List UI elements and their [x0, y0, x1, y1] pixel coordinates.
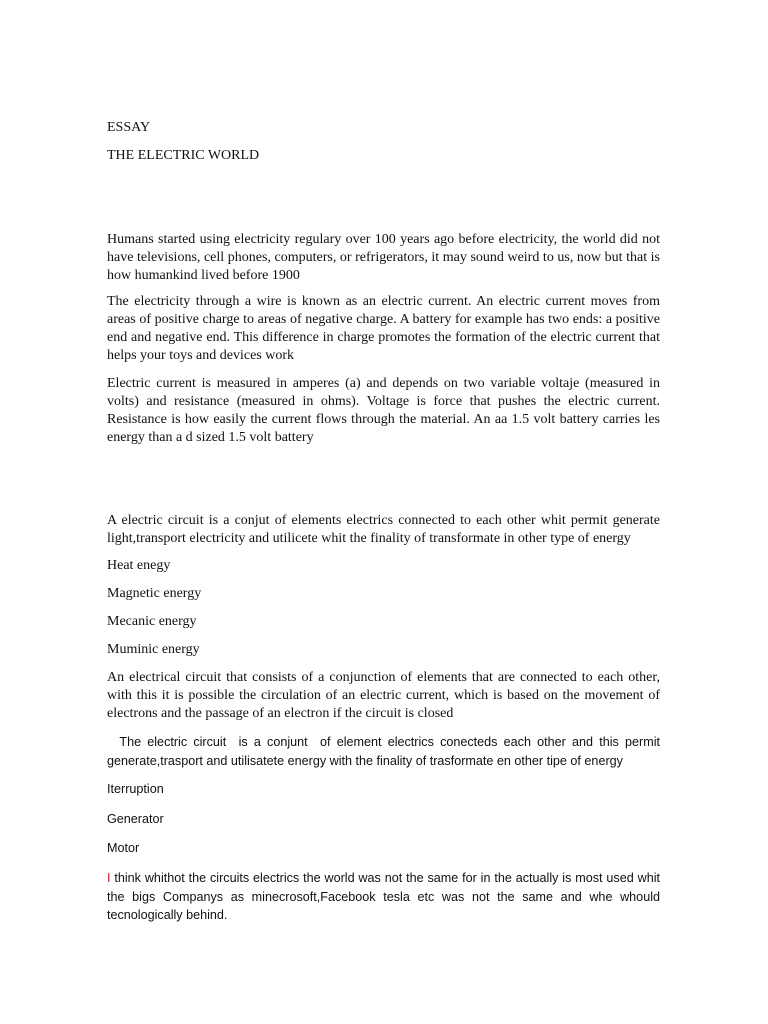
component-item-motor: Motor [107, 841, 140, 855]
essay-title: THE ELECTRIC WORLD [107, 148, 260, 163]
conclusion-text: think whithot the circuits electrics the world was not the same for in the actually is most used whit the bigs Companys as minecrosoft,Facebook tesla etc was not the same and whe whould tecnologically behind. [107, 871, 660, 922]
component-item-generator: Generator [107, 812, 164, 826]
energy-item-magnetic: Magnetic energy [107, 586, 202, 601]
text-cursor-char: I [107, 871, 111, 885]
paragraph-circuit-sans: The electric circuit is a conjunt of element electrics conecteds each other and this permit generate,trasport and utilisatete energy with the finality of trasformate en other tipe of energy [107, 735, 664, 768]
paragraph-conclusion [107, 869, 660, 925]
energy-item-muminic: Muminic energy [107, 642, 200, 657]
paragraph-circuit-explanation: An electrical circuit that consists of a conjunction of elements that are connected to each other, with this it is possible the circulation of an electric current, which is based on the movement of electrons and the passage of an electron if the circuit is closed [107, 670, 660, 721]
component-item-interruption: Iterruption [107, 782, 164, 796]
paragraph-history: Humans started using electricity regulary over 100 years ago before electricity, the world did not have televisions, cell phones, computers, or refrigerators, it may sound weird to us, now but that is how humankind lived before 1900 [107, 232, 660, 283]
paragraph-current: The electricity through a wire is known as an electric current. An electric current moves from areas of positive charge to areas of negative charge. A battery for example has two ends: a positive end and negative end. This difference in charge promotes the formation of the electric current that helps your toys and devices work [107, 294, 660, 363]
paragraph-circuit-definition: A electric circuit is a conjut of elements electrics connected to each other whit permit generate light,transport electricity and utilicete whit the finality of transformate in other type of energy [107, 513, 660, 546]
paragraph-measurement: Electric current is measured in amperes (a) and depends on two variable voltaje (measured in volts) and resistance (measured in ohms). Voltage is force that pushes the electric current. Resistance is how easily the current flows through the material. An aa 1.5 volt battery carries les energy than a d sized 1.5 volt battery [107, 376, 660, 445]
essay-heading: ESSAY [107, 120, 151, 135]
energy-item-mecanic: Mecanic energy [107, 614, 197, 629]
energy-item-heat: Heat enegy [107, 558, 171, 573]
